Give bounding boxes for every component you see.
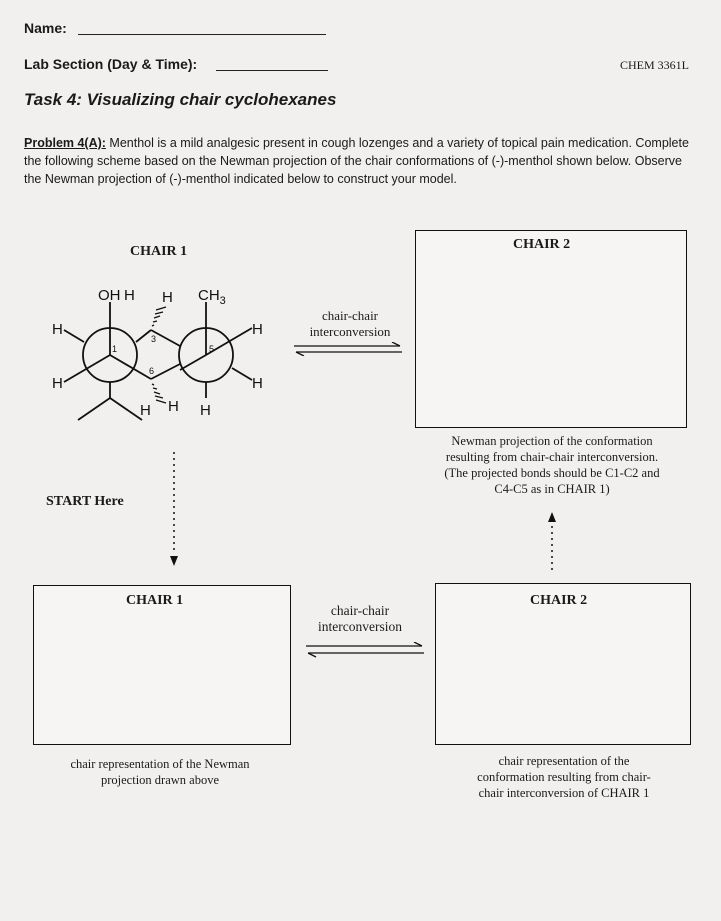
top-chair2-label: CHAIR 2	[513, 237, 571, 252]
bottom-chair2-caption: chair representation of the conformation resulting from chair- chair interconversion of CHAIR 1	[477, 754, 651, 800]
c6-bond	[110, 355, 151, 379]
carbon-number-6: 6	[149, 366, 155, 376]
newman-projection	[40, 280, 280, 440]
top-equilibrium-arrows	[292, 342, 404, 356]
dashed-arrow-down	[165, 450, 183, 566]
h-top-2: H	[162, 289, 173, 306]
problem-text: Menthol is a mild analgesic present in cough lozenges and a variety of topical pain medication. Complete the following scheme based on the Newman projection of the chair conformations of (-)-menthol shown below. Observe the Newman projection of (-)-menthol indicated below to construct your model.	[24, 136, 689, 186]
dashed-arrow-up	[543, 512, 561, 574]
problem-statement	[24, 134, 696, 188]
bottom-chair1-label: CHAIR 1	[126, 593, 184, 608]
start-here-label: START Here	[46, 494, 124, 509]
h-bottom-3: H	[200, 402, 211, 419]
h-left-lower: H	[52, 375, 63, 392]
course-code: CHEM 3361L	[620, 58, 689, 72]
c6-c5-bond	[151, 364, 180, 379]
top-chair2-caption: Newman projection of the conformation resulting from chair-chair interconversion. (The projected bonds should be C1-C2 and C4-C5 as in CHAIR 1)	[444, 434, 660, 496]
isopropyl-right	[110, 398, 142, 420]
ch3-label: $CH_3$	[198, 287, 226, 307]
isopropyl-left	[78, 398, 110, 420]
carbon-number-5: 5	[209, 344, 215, 354]
h-bottom-1: H	[140, 402, 151, 419]
bottom-interconversion-label: chair-chair interconversion	[318, 603, 402, 634]
c3-bond	[136, 330, 151, 342]
h-right-lower-bond	[232, 368, 252, 380]
task-title: Task 4: Visualizing chair cyclohexanes	[24, 90, 337, 109]
top-interconversion-label: chair-chair interconversion	[309, 308, 391, 339]
hashed-wedge-down	[152, 384, 166, 403]
carbon-number-1: 1	[112, 344, 118, 354]
c2-bond	[64, 355, 110, 382]
bottom-chair2-label: CHAIR 2	[530, 593, 588, 608]
h-bottom-2: H	[168, 398, 179, 415]
problem-label: Problem 4(A):	[24, 136, 106, 150]
h-top-1: H	[124, 287, 135, 304]
bottom-equilibrium-arrows	[304, 642, 426, 658]
name-label: Name:	[24, 20, 67, 36]
bottom-chair1-caption: chair representation of the Newman projection drawn above	[70, 757, 250, 787]
h-left-upper-bond	[64, 330, 84, 342]
top-chair1-label: CHAIR 1	[130, 244, 188, 259]
oh-label: OH	[98, 287, 121, 304]
h-right-lower: H	[252, 375, 263, 392]
c5-inner-bond	[180, 355, 206, 370]
carbon-number-3: 3	[151, 334, 157, 344]
lab-section-field[interactable]	[216, 70, 328, 71]
top-chair2-box[interactable]	[415, 230, 687, 428]
lab-section-label: Lab Section (Day & Time):	[24, 56, 198, 72]
h-left-upper: H	[52, 321, 63, 338]
name-field[interactable]	[78, 34, 326, 35]
h-right-upper: H	[252, 321, 263, 338]
bottom-chair1-box[interactable]	[33, 585, 291, 745]
hashed-wedge-up	[152, 307, 166, 326]
